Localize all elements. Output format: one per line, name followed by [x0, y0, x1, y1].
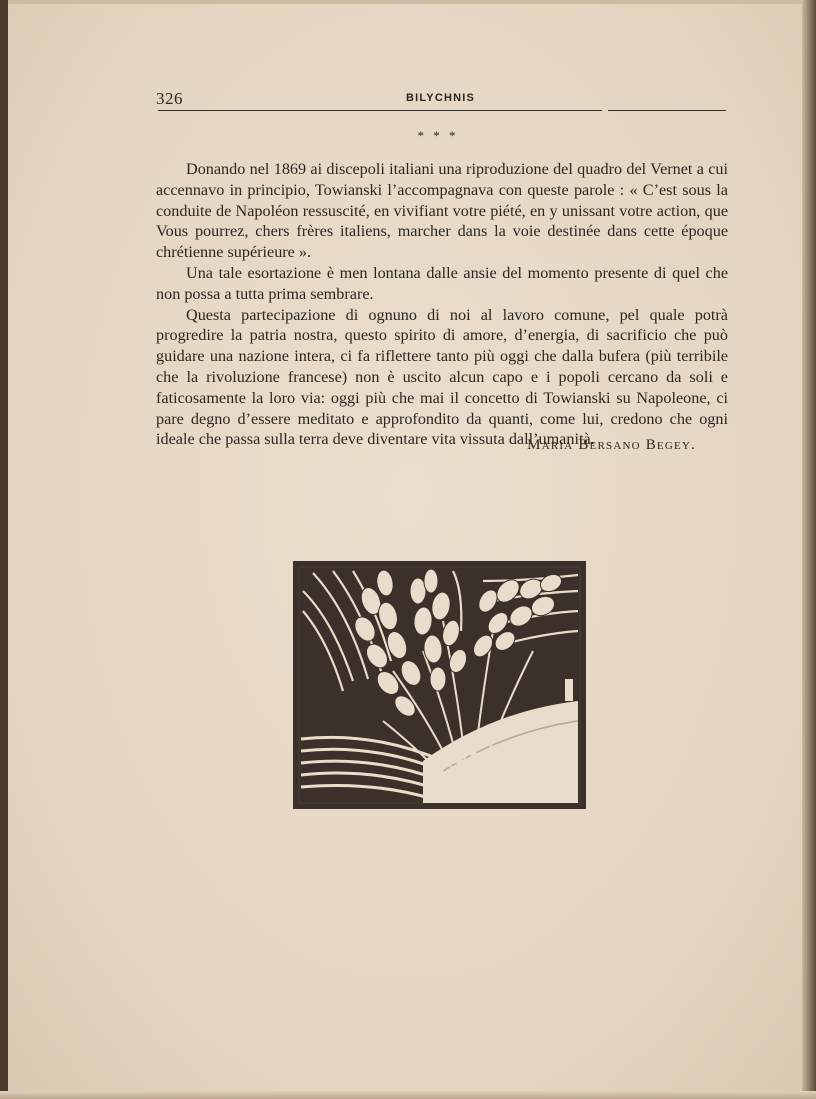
author-signature: Maria Bersano Begey. [527, 437, 696, 453]
section-break: * * * [417, 128, 459, 143]
paragraph-3: Questa partecipazione di ognuno di noi al lavoro comune, pel quale potrà progredire la patria nostra, questo spirito di amore, d’energia, di sacrificio che può guidare una nazione intera, ci fa riflettere tanto più oggi che dalla bufera (più terribile che la rivoluzione francese) non è uscito alcun capo e i popoli cercano da soli e faticosamente la loro via: oggi più che mai il concetto di Towianski su Napoleone, ci pare degno d’essere meditato e approfondito da quanti, come lui, credono che ogni ideale che passa sulla terra deve diventare vita vissuta dall’umanità. [156, 305, 728, 449]
page-edge-right [802, 0, 816, 1099]
wheat-sheaf-woodcut-illustration [293, 561, 586, 809]
header-rule [158, 110, 602, 111]
woodcut-svg [293, 561, 586, 809]
page-header [156, 89, 726, 109]
header-rule-right [608, 110, 726, 111]
page-edge-bottom [0, 1091, 816, 1099]
running-title: BILYCHNIS [406, 92, 476, 104]
page-number: 326 [156, 89, 183, 108]
article-body [156, 159, 728, 450]
page-edge-top [0, 0, 816, 4]
paragraph-1: Donando nel 1869 ai discepoli italiani una riproduzione del quadro del Vernet a cui accennavo in principio, Towianski l’accompagnava con queste parole : « C’est sous la conduite de Napoléon ressuscité, en vivifiant votre piété, en y unissant votre action, que Vous pourrez, chers frères italiens, marcher dans la voie destinée dans cette époque chrétienne supérieure ». [156, 160, 728, 262]
page-edge-left [0, 0, 8, 1099]
paragraph-2: Una tale esortazione è men lontana dalle ansie del momento presente di quel che non possa a tutta prima sembrare. [156, 263, 728, 303]
